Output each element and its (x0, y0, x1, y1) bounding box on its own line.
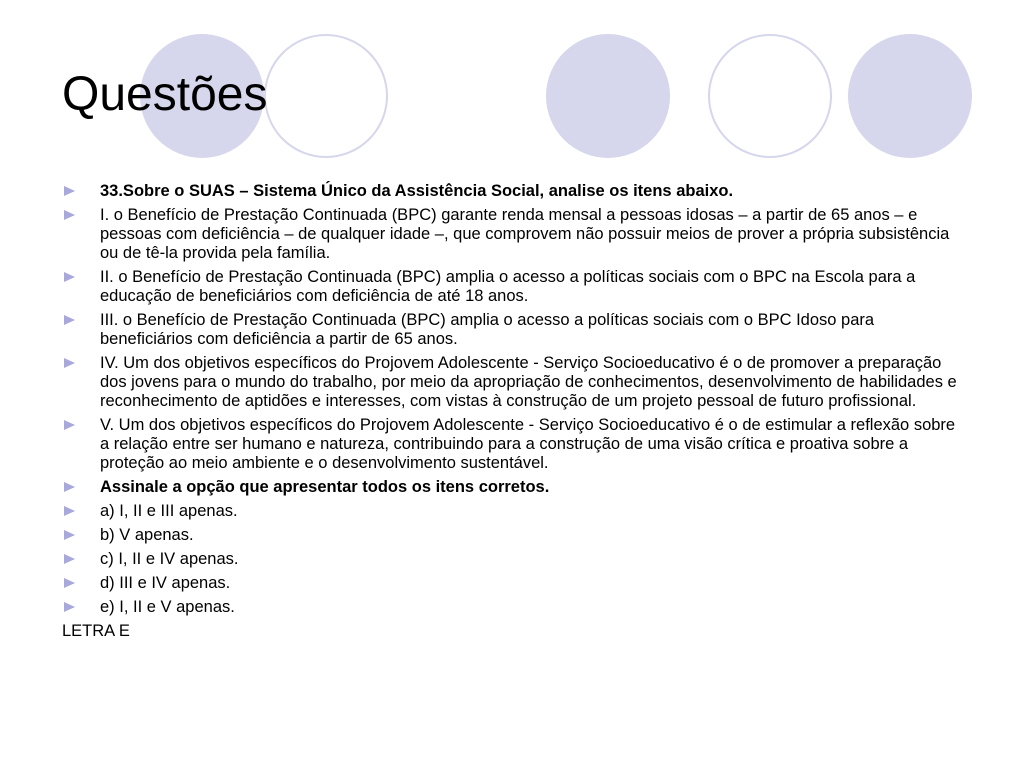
option-b (62, 526, 967, 545)
item-text: IV. Um dos objetivos específicos do Projovem Adolescente - Serviço Socioeducativo é o de promover a preparação dos jovens para o mundo do trabalho, por meio da apropriação de conhecimentos, desenvolvimento de habilidades e reconhecimento de aptidões e interesses, com vistas à construção de um projeto pessoal de futuro profissional. (100, 354, 957, 410)
question-statement (62, 182, 967, 201)
bullet-arrow-icon (64, 602, 75, 612)
item-text: V. Um dos objetivos específicos do Projovem Adolescente - Serviço Socioeducativo é o de estimular a reflexão sobre a relação entre ser humano e natureza, contribuindo para a construção de uma visão crítica e proativa sobre a proteção ao meio ambiente e o desenvolvimento sustentável. (100, 416, 956, 472)
statement-item-iv (62, 354, 967, 411)
statement-item-iii (62, 311, 967, 349)
item-text: e) I, II e V apenas. (100, 598, 235, 616)
decorative-circle-filled (848, 34, 972, 158)
item-text: III. o Benefício de Prestação Continuada (BPC) amplia o acesso a políticas sociais com o BPC Idoso para beneficiários com deficiência a partir de 65 anos. (100, 311, 875, 348)
statement-item-ii (62, 268, 967, 306)
decorative-circle-outline (264, 34, 388, 158)
bullet-arrow-icon (64, 272, 75, 282)
option-c (62, 550, 967, 569)
item-text: I. o Benefício de Prestação Continuada (BPC) garante renda mensal a pessoas idosas – a partir de 65 anos – e pessoas com deficiência – de qualquer idade –, que comprovem não possuir meios de prover a própria subsistência ou de tê-la provida pela família. (100, 206, 950, 262)
bullet-arrow-icon (64, 506, 75, 516)
item-text: a) I, II e III apenas. (100, 502, 238, 520)
bullet-arrow-icon (64, 554, 75, 564)
decorative-circle-filled (546, 34, 670, 158)
instruction-item (62, 478, 967, 497)
bullet-arrow-icon (64, 482, 75, 492)
option-e (62, 598, 967, 617)
answer-text: LETRA E (62, 622, 130, 640)
item-text: II. o Benefício de Prestação Continuada (BPC) amplia o acesso a políticas sociais com o BPC na Escola para a educação de beneficiários com deficiência de até 18 anos. (100, 268, 916, 305)
item-text: d) III e IV apenas. (100, 574, 231, 592)
option-a (62, 502, 967, 521)
item-text: b) V apenas. (100, 526, 194, 544)
option-d (62, 574, 967, 593)
bullet-arrow-icon (64, 420, 75, 430)
item-text: 33.Sobre o SUAS – Sistema Único da Assistência Social, analise os itens abaixo. (100, 182, 734, 200)
item-text: Assinale a opção que apresentar todos os itens corretos. (100, 478, 550, 496)
bullet-arrow-icon (64, 186, 75, 196)
slide-title: Questões (62, 68, 268, 121)
bullet-arrow-icon (64, 315, 75, 325)
statement-item-i (62, 206, 967, 263)
statement-item-v (62, 416, 967, 473)
bullet-arrow-icon (64, 578, 75, 588)
bullet-arrow-icon (64, 358, 75, 368)
slide-body (62, 182, 967, 641)
bullet-arrow-icon (64, 530, 75, 540)
decorative-circle-outline (708, 34, 832, 158)
bullet-arrow-icon (64, 210, 75, 220)
item-text: c) I, II e IV apenas. (100, 550, 239, 568)
